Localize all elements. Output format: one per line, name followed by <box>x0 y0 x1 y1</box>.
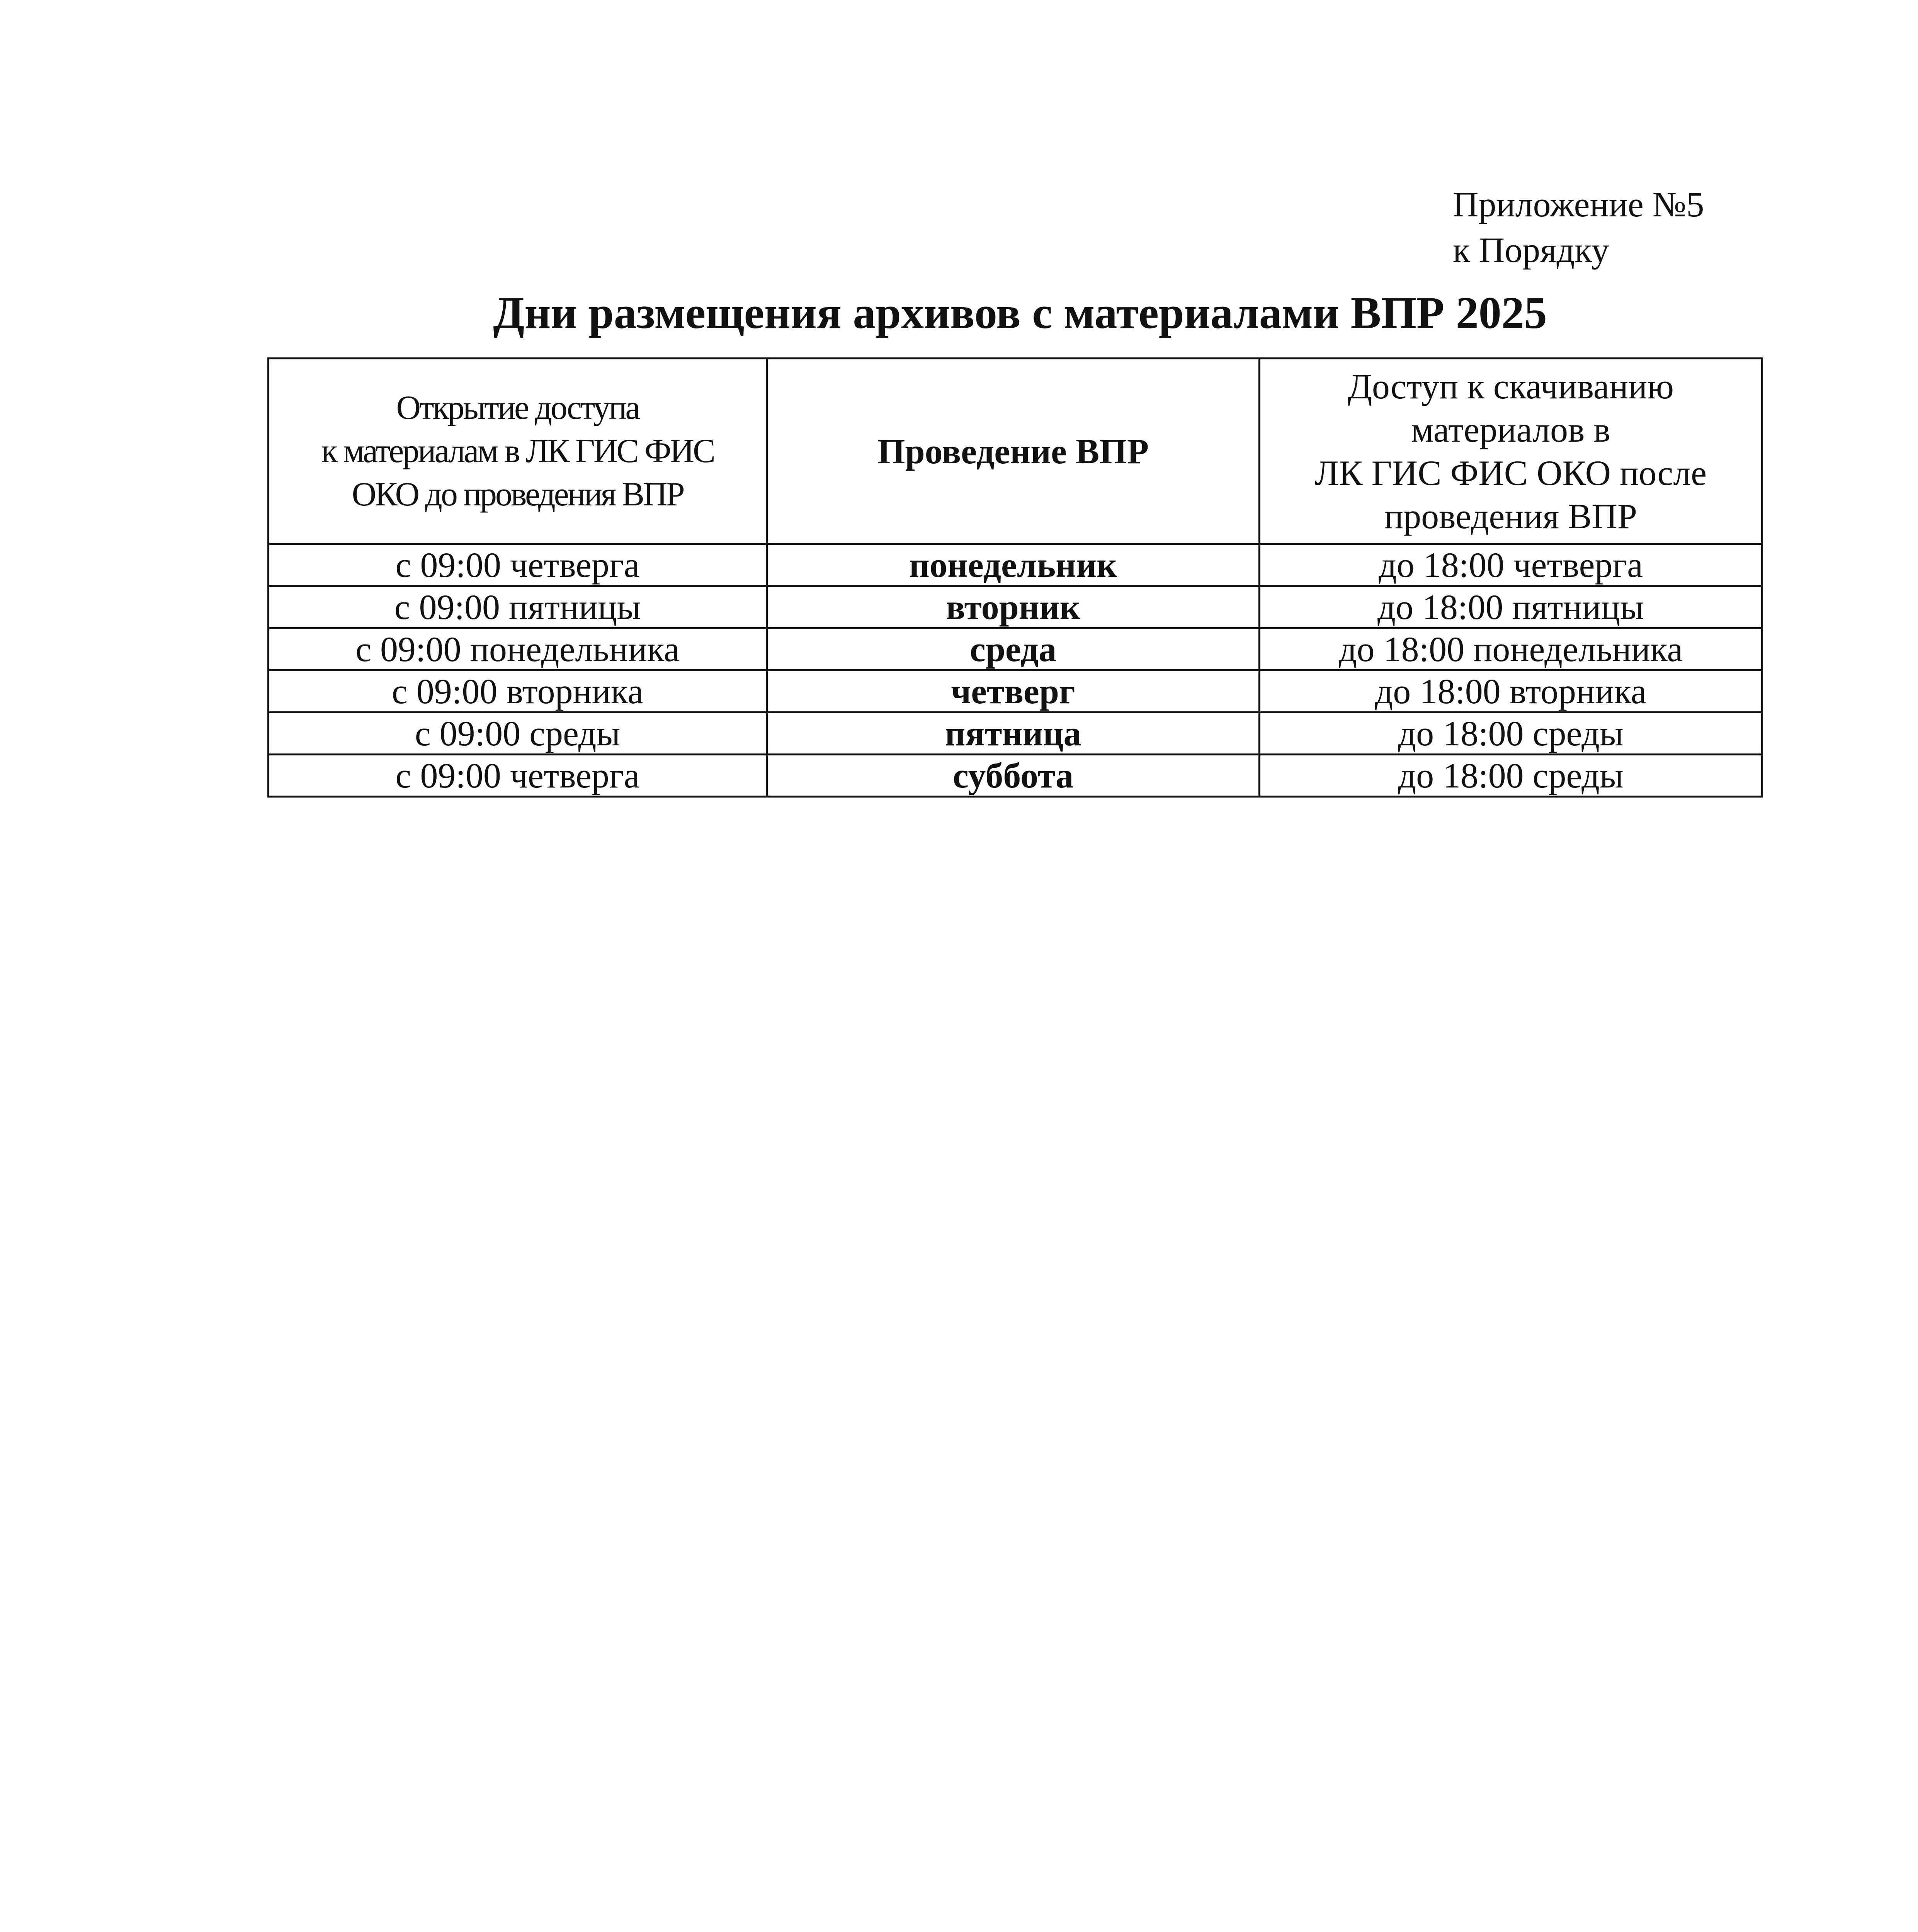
appendix-number: Приложение №5 <box>1453 185 1704 224</box>
cell-vpr-day: среда <box>767 628 1260 670</box>
header-line: Проведение ВПР <box>877 431 1149 471</box>
header-line: ЛК ГИС ФИС ОКО после <box>1314 453 1707 493</box>
appendix-reference: к Порядку <box>1453 230 1609 270</box>
table-row <box>269 755 1762 797</box>
table-header <box>269 359 1762 544</box>
cell-download-deadline: до 18:00 пятницы <box>1260 586 1762 628</box>
cell-access-start: с 09:00 четверга <box>269 755 767 797</box>
header-line: ОКО до проведения ВПР <box>352 475 684 513</box>
header-vpr-conduct <box>767 359 1260 544</box>
header-line: материалов в <box>1411 410 1610 449</box>
header-download-access <box>1260 359 1762 544</box>
cell-vpr-day: вторник <box>767 586 1260 628</box>
appendix-note <box>1453 182 1704 273</box>
cell-vpr-day: понедельник <box>767 544 1260 586</box>
cell-access-start: с 09:00 вторника <box>269 670 767 713</box>
cell-vpr-day: суббота <box>767 755 1260 797</box>
header-line: к материалам в ЛК ГИС ФИС <box>321 432 714 470</box>
header-row <box>269 359 1762 544</box>
cell-access-start: с 09:00 понедельника <box>269 628 767 670</box>
cell-access-start: с 09:00 четверга <box>269 544 767 586</box>
cell-download-deadline: до 18:00 вторника <box>1260 670 1762 713</box>
schedule-table <box>267 357 1763 798</box>
header-line: проведения ВПР <box>1384 496 1637 536</box>
cell-download-deadline: до 18:00 понедельника <box>1260 628 1762 670</box>
table-row <box>269 544 1762 586</box>
document-title: Дни размещения архивов с материалами ВПР 2025 <box>493 287 1547 338</box>
header-access-opening <box>269 359 767 544</box>
cell-access-start: с 09:00 пятницы <box>269 586 767 628</box>
table-row <box>269 713 1762 755</box>
cell-download-deadline: до 18:00 среды <box>1260 713 1762 755</box>
cell-vpr-day: пятница <box>767 713 1260 755</box>
cell-access-start: с 09:00 среды <box>269 713 767 755</box>
header-line: Открытие доступа <box>396 389 639 427</box>
cell-vpr-day: четверг <box>767 670 1260 713</box>
table-body <box>269 544 1762 797</box>
table-row <box>269 670 1762 713</box>
cell-download-deadline: до 18:00 среды <box>1260 755 1762 797</box>
cell-download-deadline: до 18:00 четверга <box>1260 544 1762 586</box>
table-row <box>269 628 1762 670</box>
header-line: Доступ к скачиванию <box>1348 366 1674 406</box>
table-row <box>269 586 1762 628</box>
